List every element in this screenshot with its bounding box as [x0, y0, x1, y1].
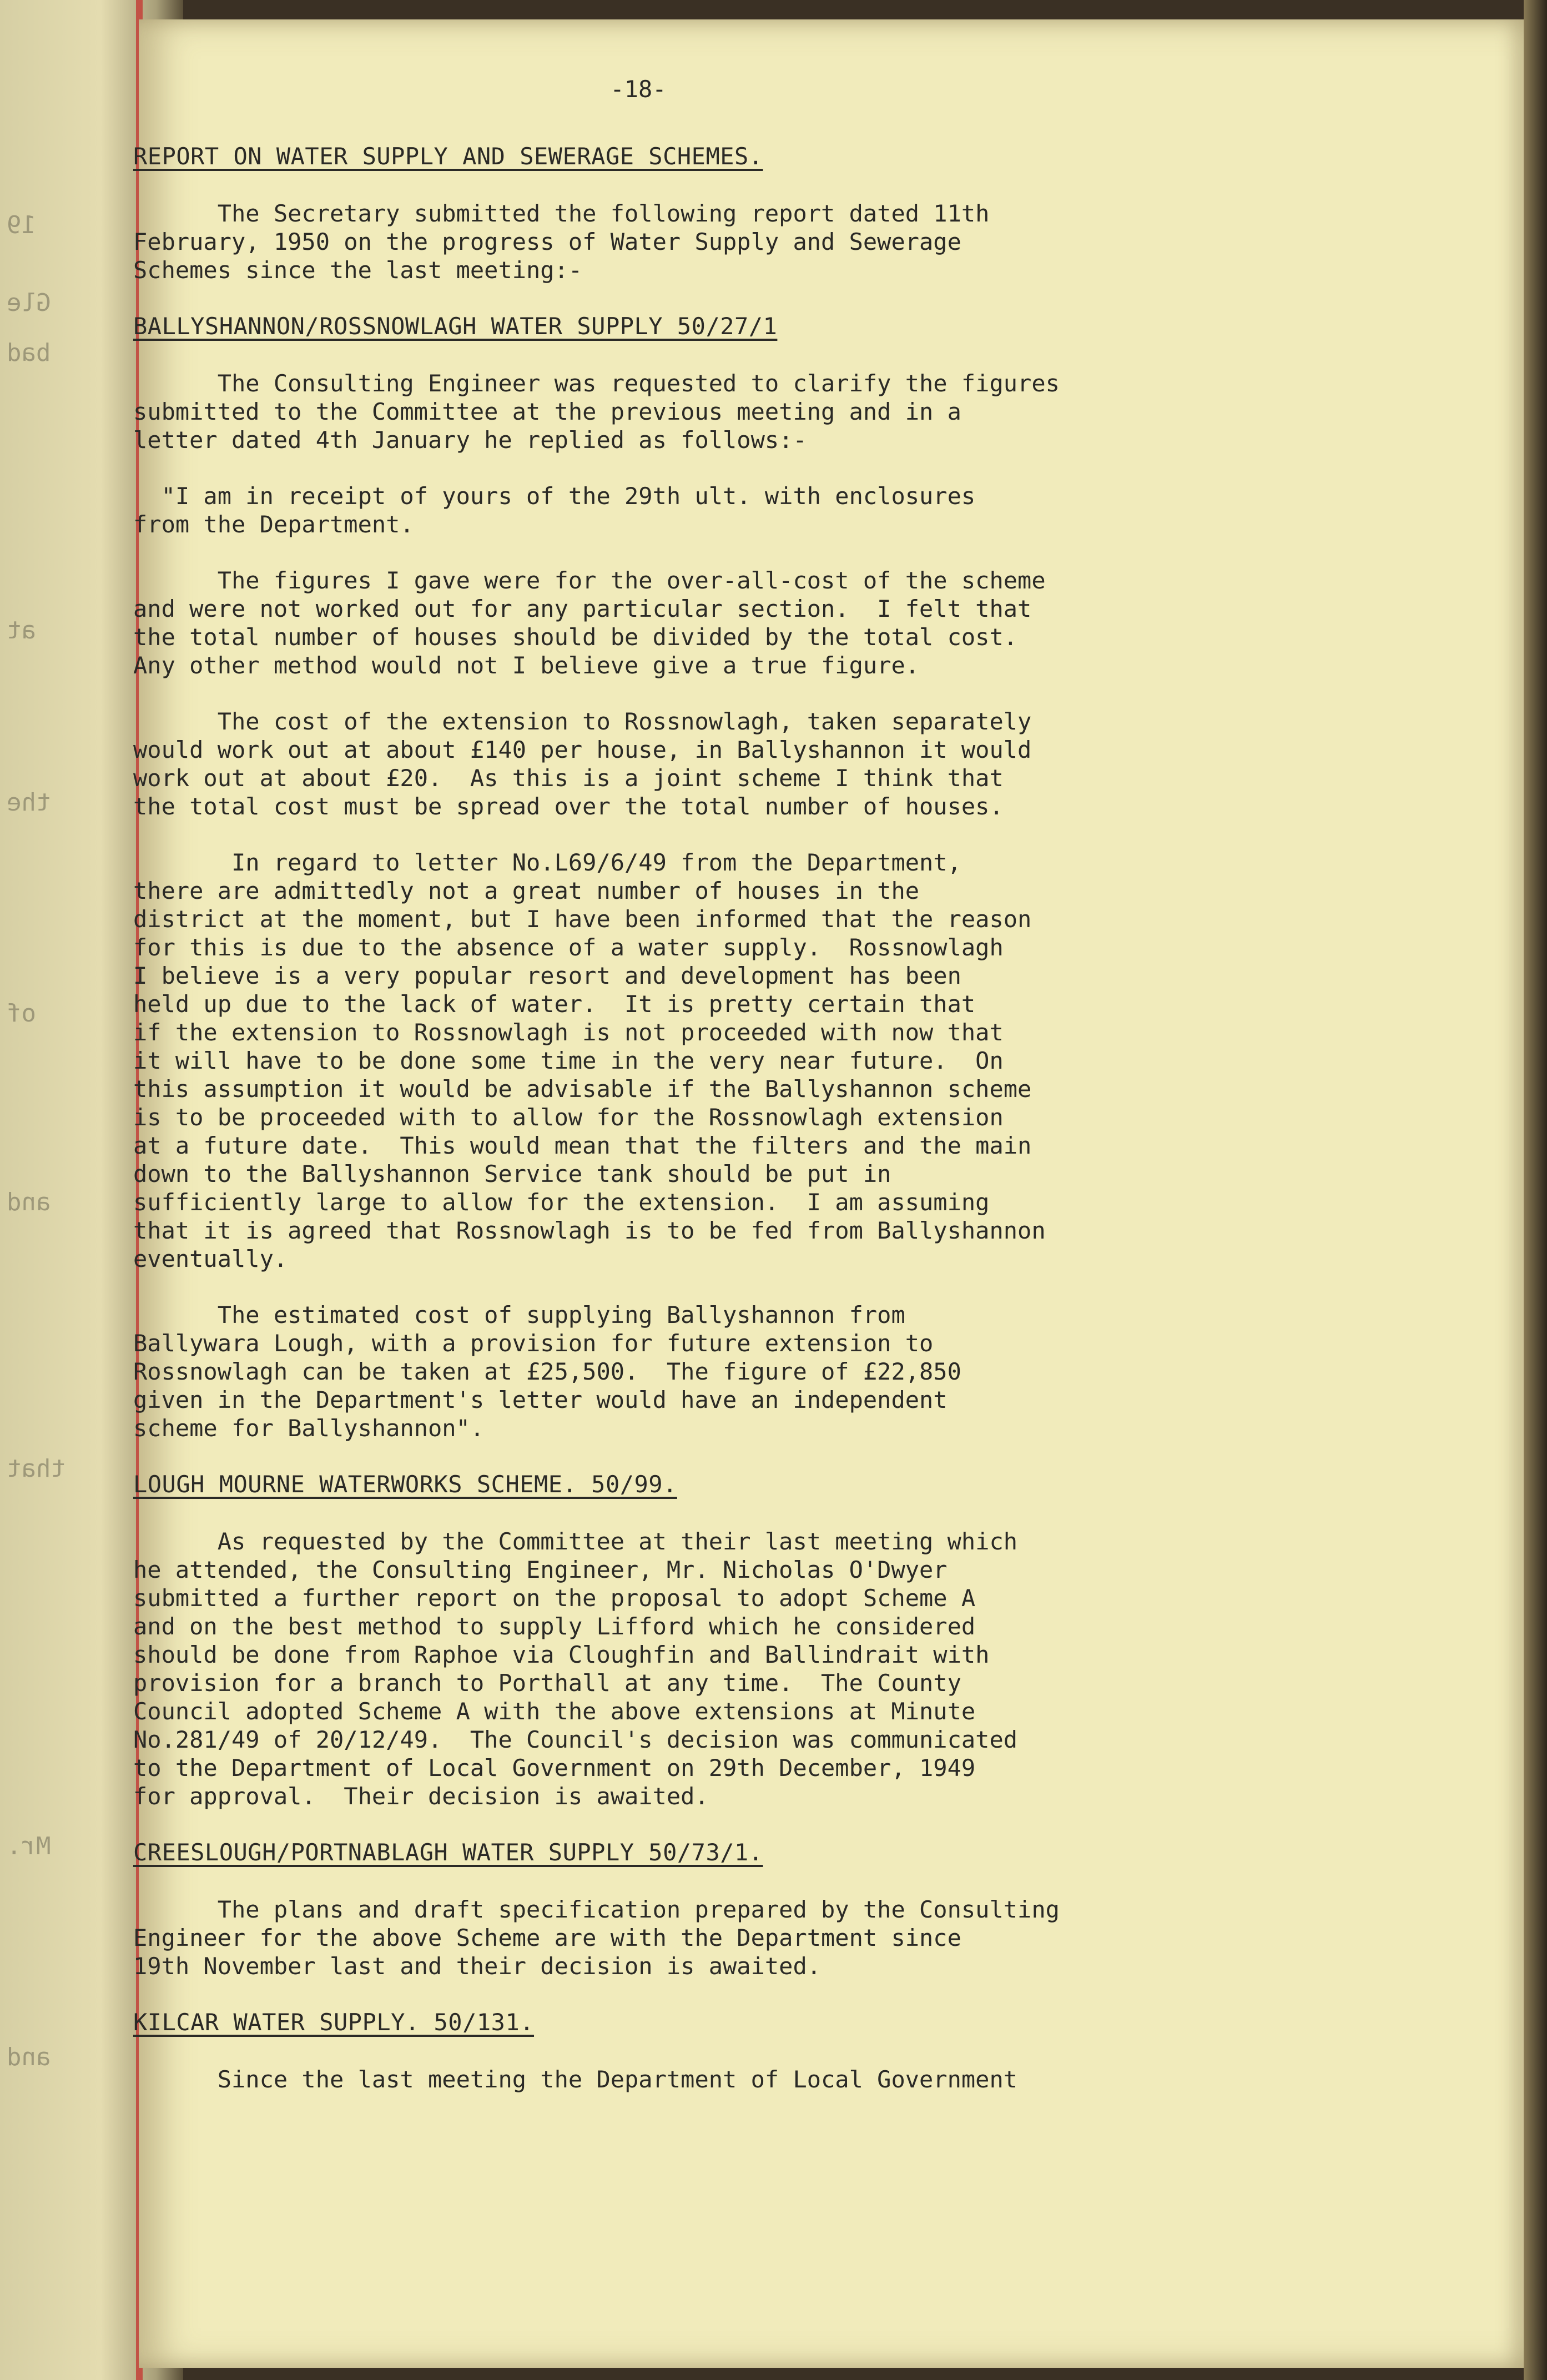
bleed-through-text: the — [7, 788, 51, 817]
ballyshannon-paragraph-1: The Consulting Engineer was requested to clarify the figures submitted to the Committee at the previous meeting and in a letter dated 4th January he replied as follows:- — [133, 370, 1060, 454]
page-edge-shadow — [1524, 0, 1547, 2380]
ballyshannon-paragraph-4: The cost of the extension to Rossnowlagh, taken separately would work out at about £140 per house, in Ballyshannon it would work out at about £20. As this is a joint scheme I think that the total cost must be spread over the total number of houses. — [133, 708, 1032, 820]
section-heading-report: REPORT ON WATER SUPPLY AND SEWERAGE SCHEMES. — [133, 143, 763, 170]
bleed-through-text: and — [7, 1188, 51, 1216]
section-heading-kilcar: KILCAR WATER SUPPLY. 50/131. — [133, 2009, 535, 2036]
bleed-through-text: Mr. — [7, 1832, 51, 1860]
section-heading-ballyshannon: BALLYSHANNON/ROSSNOWLAGH WATER SUPPLY 50/27/1 — [133, 313, 778, 340]
section-heading-creeslough: CREESLOUGH/PORTNABLAGH WATER SUPPLY 50/73/1. — [133, 1839, 763, 1866]
lough-mourne-paragraph: As requested by the Committee at their last meeting which he attended, the Consulting Engineer, Mr. Nicholas O'Dwyer submitted a further report on the proposal to adopt Scheme A and on the best method to supply Lifford which he considered should be done from Raphoe via Cloughfin and Ballindrait with provision for a branch to Porthall at any time. The County Council adopted Scheme A with the above extensions at Minute No.281/49 of 20/12/49. The Council's decision was communicated to the Department of Local Government on 29th December, 1949 for approval. Their decision is awaited. — [133, 1528, 1018, 1810]
bleed-through-text: of — [7, 999, 36, 1028]
section-heading-lough-mourne: LOUGH MOURNE WATERWORKS SCHEME. 50/99. — [133, 1471, 677, 1498]
ballyshannon-paragraph-6: The estimated cost of supplying Ballyshannon from Ballywara Lough, with a provision for future extension to Rossnowlagh can be taken at £25,500. The figure of £22,850 given in the Department's letter would have an independent scheme for Ballyshannon". — [133, 1301, 961, 1442]
page-number: -18- — [610, 76, 667, 103]
kilcar-paragraph: Since the last meeting the Department of Local Government — [133, 2066, 1018, 2093]
report-intro-paragraph: The Secretary submitted the following report dated 11th February, 1950 on the progress of Water Supply and Sewerage Schemes since the last meeting:- — [133, 200, 990, 284]
ballyshannon-paragraph-3: The figures I gave were for the over-all-cost of the scheme and were not worked out for any particular section. I felt that the total number of houses should be divided by the total cost. Any other method would not I believe give a true figure. — [133, 567, 1046, 679]
bleed-through-text: and — [7, 2043, 51, 2071]
bleed-through-text: 19 — [7, 211, 36, 239]
bleed-through-text: Gle — [7, 289, 51, 317]
bleed-through-text: that — [7, 1455, 65, 1483]
ballyshannon-paragraph-2: "I am in receipt of yours of the 29th ult. with enclosures from the Department. — [133, 482, 976, 538]
document-body — [133, 75, 1327, 2121]
bleed-through-text: bad — [7, 339, 51, 367]
bleed-through-text: at — [7, 616, 36, 645]
ballyshannon-paragraph-5: In regard to letter No.L69/6/49 from the Department, there are admittedly not a great number of houses in the district at the moment, but I have been informed that the reason for this is due to the absence of a water supply. Rossnowlagh I believe is a very popular resort and development has been held up due to the lack of water. It is pretty certain that if the extension to Rossnowlagh is not proceeded with now that it will have to be done some time in the very near future. On this assumption it would be advisable if the Ballyshannon scheme is to be proceeded with to allow for the Rossnowlagh extension at a future date. This would mean that the filters and the main down to the Ballyshannon Service tank should be put in sufficiently large to allow for the extension. I am assuming that it is agreed that Rossnowlagh is to be fed from Ballyshannon eventually. — [133, 849, 1046, 1272]
creeslough-paragraph: The plans and draft specification prepared by the Consulting Engineer for the above Scheme are with the Department since 19th November last and their decision is awaited. — [133, 1896, 1060, 1980]
